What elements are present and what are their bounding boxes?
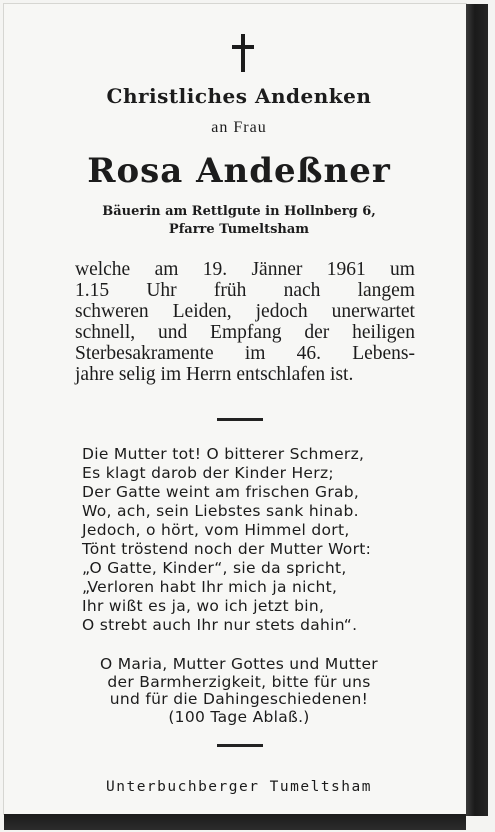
poem-line: Die Mutter tot! O bitterer Schmerz, bbox=[82, 445, 365, 463]
notice-word: Empfang bbox=[210, 322, 282, 343]
notice-word: nach bbox=[283, 280, 321, 301]
notice-word: der bbox=[304, 322, 330, 343]
notice-word: 46. bbox=[296, 343, 321, 364]
notice-word: unerwartet bbox=[331, 301, 415, 322]
notice-word: Jänner bbox=[251, 259, 303, 280]
notice-line bbox=[75, 301, 415, 322]
notice-line bbox=[75, 280, 415, 301]
notice-word: früh bbox=[213, 280, 247, 301]
notice-word: schweren bbox=[75, 301, 149, 322]
death-notice-text bbox=[75, 259, 415, 385]
prayer-line: und für die Dahingeschiedenen! bbox=[109, 690, 369, 708]
occupation-line-1: Bäuerin am Rettlgute in Hollnberg 6, bbox=[102, 204, 376, 219]
poem-line: Wo, ach, sein Liebstes sank hinab. bbox=[82, 502, 359, 520]
notice-word: schnell, bbox=[75, 322, 136, 343]
notice-word: am bbox=[154, 259, 179, 280]
notice-word: 1961 bbox=[326, 259, 366, 280]
divider-rule bbox=[217, 418, 263, 421]
prayer-line: der Barmherzigkeit, bitte für uns bbox=[107, 672, 371, 691]
memorial-card bbox=[4, 4, 466, 814]
notice-line bbox=[75, 364, 415, 385]
notice-word: Sterbesakramente bbox=[75, 343, 214, 364]
poem-line: Tönt tröstend noch der Mutter Wort: bbox=[82, 540, 372, 558]
poem-line: „Verloren habt Ihr mich ja nicht, bbox=[82, 578, 338, 596]
poem-line: Jedoch, o hört, vom Himmel dort, bbox=[82, 521, 350, 539]
printer-imprint: Unterbuchberger Tumeltsham bbox=[106, 779, 372, 795]
notice-word: jahre selig im Herrn entschlafen ist. bbox=[75, 364, 354, 385]
poem-line: Es klagt darob der Kinder Herz; bbox=[82, 464, 334, 482]
divider-rule bbox=[217, 744, 263, 747]
card-shadow-edge bbox=[4, 814, 466, 830]
notice-word: 19. bbox=[202, 259, 228, 280]
notice-word: langem bbox=[357, 280, 415, 301]
notice-line bbox=[75, 259, 415, 280]
notice-word: heiligen bbox=[352, 322, 415, 343]
notice-word: Leiden, bbox=[172, 301, 232, 322]
card-heading: Christliches Andenken bbox=[106, 84, 372, 108]
occupation-line-2: Pfarre Tumeltsham bbox=[168, 222, 310, 237]
notice-word: im bbox=[244, 343, 266, 364]
deceased-name: Rosa Andeßner bbox=[87, 151, 391, 191]
notice-word: jedoch bbox=[255, 301, 308, 322]
prayer-line: O Maria, Mutter Gottes und Mutter bbox=[100, 655, 378, 673]
notice-word: welche bbox=[75, 259, 131, 280]
addressee-line: an Frau bbox=[211, 119, 267, 136]
notice-word: um bbox=[390, 259, 415, 280]
poem-line: „O Gatte, Kinder“, sie da spricht, bbox=[82, 559, 347, 577]
cross-icon bbox=[230, 34, 256, 72]
indulgence-prayer bbox=[4, 656, 474, 726]
poem-line: O strebt auch Ihr nur stets dahin“. bbox=[82, 616, 358, 634]
notice-word: 1.15 bbox=[75, 280, 110, 301]
poem-line: Ihr wißt es ja, wo ich jetzt bin, bbox=[82, 597, 325, 615]
notice-word: und bbox=[157, 322, 188, 343]
notice-line bbox=[75, 322, 415, 343]
notice-word: Lebens- bbox=[352, 343, 415, 364]
memorial-poem bbox=[82, 445, 412, 635]
notice-line bbox=[75, 343, 415, 364]
poem-line: Der Gatte weint am frischen Grab, bbox=[82, 483, 360, 501]
prayer-line: (100 Tage Ablaß.) bbox=[168, 707, 310, 726]
notice-word: Uhr bbox=[146, 280, 177, 301]
